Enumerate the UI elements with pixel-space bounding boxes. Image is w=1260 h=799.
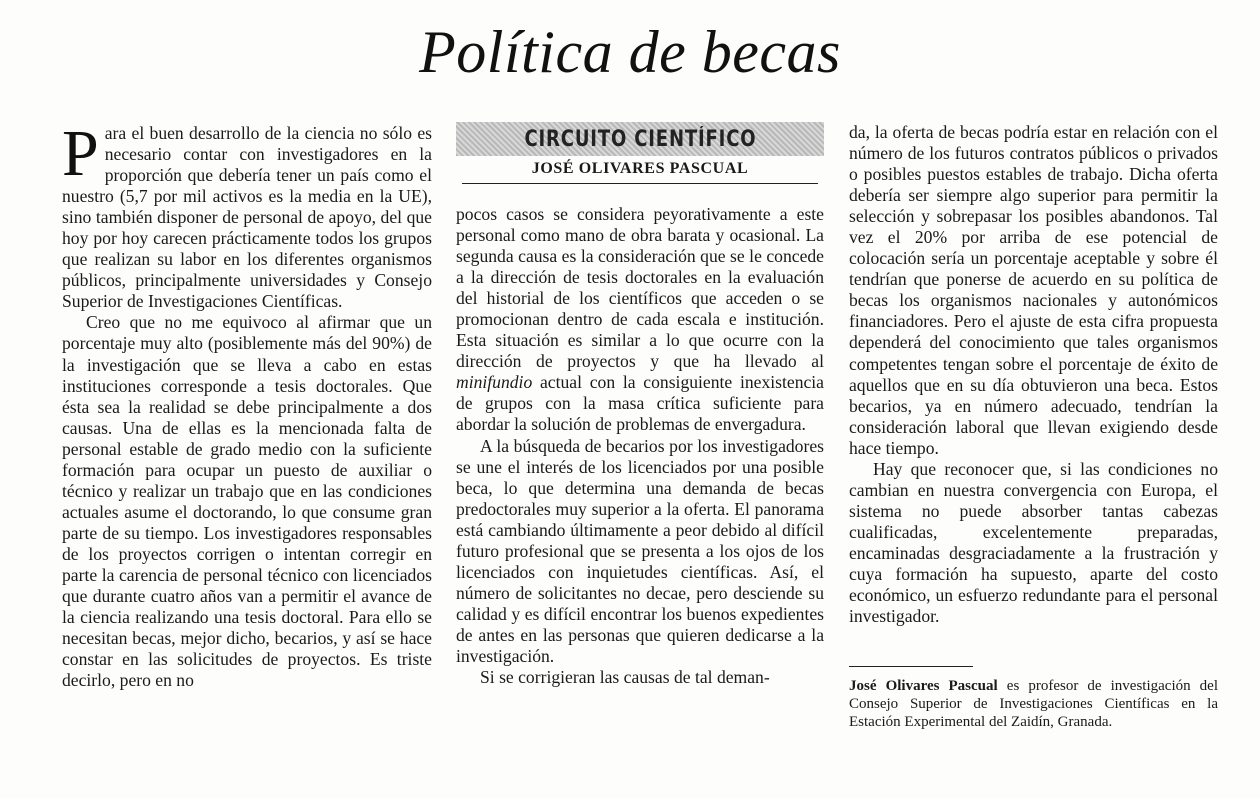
article-column-3	[849, 122, 1218, 627]
paragraph: Hay que reconocer que, si las condiciones no cambian en nuestra convergencia con Europa, el sistema no puede absorber tantas cabezas cualificadas, excelentemente preparadas, encaminadas desgraciadamente a la frustración y cuya formación ha supuesto, aparte del costo económico, un esfuerzo redundante para el personal investigador.	[849, 458, 1218, 627]
author-name: José Olivares Pascual	[849, 678, 998, 694]
paragraph	[62, 117, 432, 312]
article-column-1	[62, 117, 432, 691]
section-banner-label: CIRCUITO CIENTÍFICO	[524, 127, 756, 152]
paragraph: Creo que no me equivoco al afirmar que un porcentaje muy alto (posiblemente más del 90%) de la investigación que se lleva a cabo en estas instituciones corresponde a tesis doctorales. Que ésta sea la realidad se debe principalmente a dos causas. Una de ellas es la mencionada falta de personal estable de grado medio con la suficiente formación para ocupar un puesto de auxiliar o técnico y realizar un trabajo que en las condiciones actuales asume el doctorando, lo que consume gran parte de su tiempo. Los investigadores responsables de los proyectos corrigen o intentan corregir en parte la carencia de personal técnico con licenciados que durante cuatro años van a permitir el avance de la ciencia realizando una tesis doctoral. Para ello se necesitan becas, mejor dicho, becarios, y así se hace constar en las solicitudes de proyectos. Es triste decirlo, pero en no	[62, 312, 432, 691]
section-banner	[456, 122, 824, 156]
author-byline: JOSÉ OLIVARES PASCUAL	[462, 156, 818, 184]
paragraph-text: ara el buen desarrollo de la ciencia no sólo es necesario contar con investigadores en la proporción que debería tener un país como el nuestro (5,7 por mil activos es la media en la UE), sino también disponer de personal de apoyo, del que hoy por hoy carecen prácticamente todos los grupos que realizan su labor en los diferentes organismos públicos, principalmente universidades y Consejo Superior de Investigaciones Científicas.	[62, 123, 432, 312]
paragraph: A la búsqueda de becarios por los investigadores se une el interés de los licenciados por una posible beca, lo que determina una demanda de becas predoctorales muy superior a la oferta. El panorama está cambiando últimamente a peor debido al difícil futuro profesional que se presenta a los ojos de los licenciados con inquietudes científicas. Así, el número de solicitantes no decae, pero desciende su calidad y es difícil encontrar los buenos expedientes de antes en las personas que quieren dedicarse a la investigación.	[456, 435, 824, 666]
paragraph: Si se corrigieran las causas de tal deman-	[480, 667, 770, 688]
paragraph: da, la oferta de becas podría estar en relación con el número de los futuros contratos públicos o privados o posibles puestos estables de trabajo. Dicha oferta debería ser siempre algo superior para permitir la selección y sobrepasar los posibles abandonos. Tal vez el 20% por arriba de ese potencial de colocación sería un porcentaje aceptable y sobre él tendrían que ponerse de acuerdo en su política de becas los organismos nacionales y autonómicos financiadores. Pero el ajuste de esta cifra propuesta dependerá del conocimiento que tales organismos competentes tengan sobre el porcentaje de éxito de aquellos que en su día obtuvieron una beca. Estos becarios, ya en número adecuado, tendrían la consideración laboral que llevan exigiendo desde hace tiempo.	[849, 122, 1218, 458]
section-header	[456, 122, 824, 184]
paragraph-text: actual con la consiguiente inexistencia de grupos con la masa crítica suficiente para abordar la solución de problemas de envergadura.	[456, 372, 824, 435]
italic-term: minifundio	[456, 372, 533, 393]
article-column-2	[456, 204, 824, 688]
bio-divider	[849, 666, 973, 667]
paragraph-text: pocos casos se considera peyorativamente a este personal como mano de obra barata y ocasional. La segunda causa es la consideración que se le concede a la dirección de tesis doctorales en la evaluación del historial de los científicos que acceden o se promocionan dentro de cada escala e institución. Esta situación es similar a lo que ocurre con la dirección de proyectos y que ha llevado al	[456, 204, 824, 372]
author-bio-text: es profesor de investigación del Consejo Superior de Investigaciones Científicas en la Estación Experimental del Zaidín, Granada.	[849, 678, 1219, 731]
paragraph	[456, 204, 824, 436]
drop-cap: P	[62, 117, 99, 190]
article-headline: Política de becas	[419, 19, 841, 85]
author-bio	[849, 677, 1218, 732]
